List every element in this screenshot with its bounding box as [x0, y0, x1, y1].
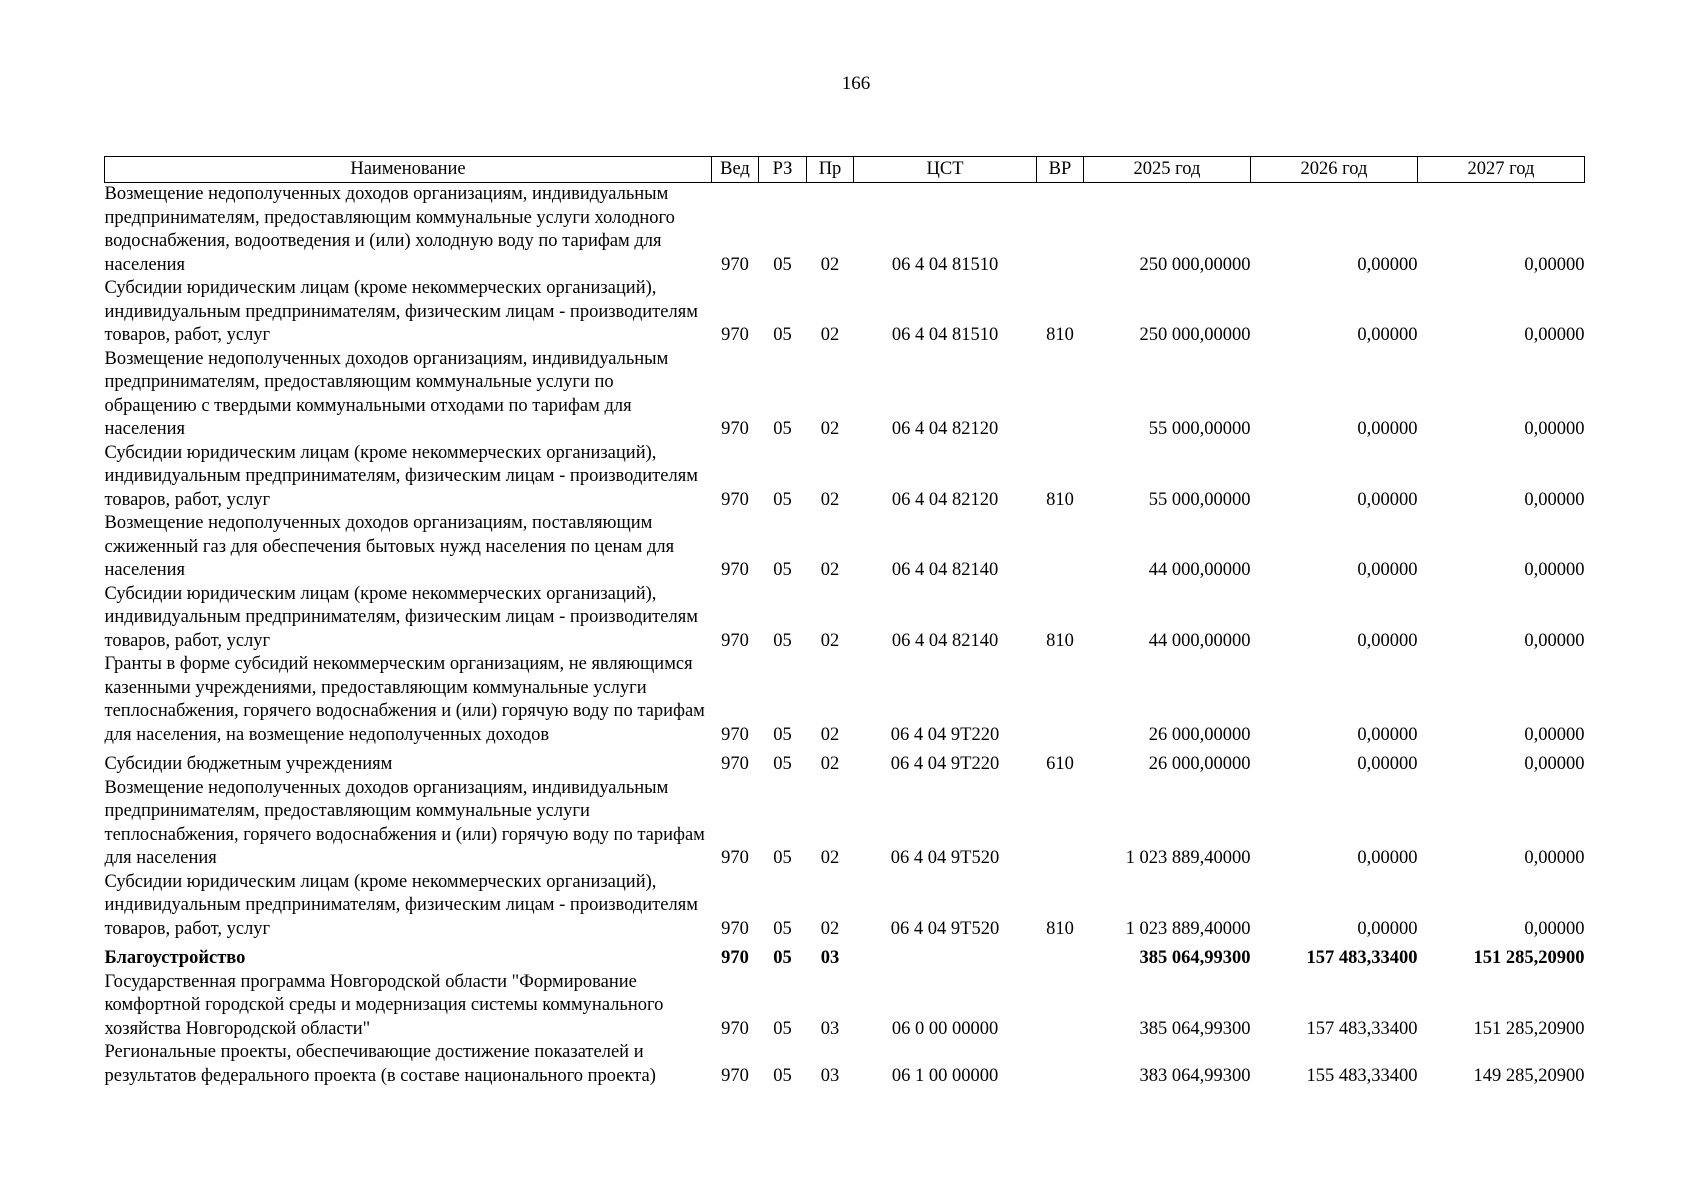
row-2027: 0,00000 — [1524, 848, 1585, 868]
row-rz: 05 — [773, 948, 792, 968]
row-rz: 05 — [773, 560, 792, 580]
row-name: Субсидии юридическим лицам (кроме некоммерческих организаций), индивидуальным предпринимателям, физическим лицам - производителям товаров, работ, услуг — [104, 278, 698, 345]
row-2026: 157 483,33400 — [1306, 1018, 1418, 1039]
row-2026: 0,00000 — [1357, 325, 1418, 345]
row-pr: 02 — [820, 489, 840, 510]
row-rz: 05 — [773, 918, 792, 939]
row-2025: 250 000,00000 — [1139, 325, 1251, 345]
header-name: Наименование — [105, 157, 712, 183]
row-rz: 05 — [773, 848, 792, 868]
row-pr: 03 — [820, 1018, 840, 1039]
row-rz: 05 — [773, 1065, 792, 1086]
row-2026: 0,00000 — [1357, 419, 1418, 439]
table-row-section-total — [105, 941, 1585, 971]
row-2025: 44 000,00000 — [1148, 560, 1251, 580]
header-2025: 2025 год — [1084, 157, 1251, 183]
row-ved: 970 — [721, 560, 749, 580]
row-ved: 970 — [721, 254, 749, 275]
row-2025: 385 064,99300 — [1139, 1018, 1251, 1039]
row-ved: 970 — [721, 918, 749, 939]
row-2027: 0,00000 — [1524, 325, 1585, 345]
row-rz: 05 — [773, 254, 792, 275]
row-name: Благоустройство — [104, 948, 246, 968]
row-2025: 55 000,00000 — [1148, 489, 1251, 510]
row-rz: 05 — [773, 419, 792, 439]
row-vr: 810 — [1046, 325, 1074, 345]
row-name: Возмещение недополученных доходов организациям, индивидуальным предпринимателям, предоставляющим коммунальные услуги теплоснабжения, горячего водоснабжения и (или) горячую воду по тарифам для населения — [104, 777, 705, 868]
budget-table — [104, 156, 1585, 1088]
row-cst: 06 4 04 82120 — [891, 489, 999, 510]
page-number: 166 — [841, 73, 871, 94]
row-2026: 155 483,33400 — [1306, 1065, 1418, 1086]
row-ved: 970 — [721, 489, 749, 510]
header-cst: ЦСТ — [854, 157, 1037, 183]
row-2026: 0,00000 — [1357, 754, 1418, 774]
row-rz: 05 — [773, 630, 792, 651]
header-pr: Пр — [807, 157, 854, 183]
table-row — [105, 1041, 1585, 1088]
row-2026: 0,00000 — [1357, 918, 1418, 939]
table-row — [105, 183, 1585, 278]
header-2026: 2026 год — [1251, 157, 1418, 183]
row-ved: 970 — [721, 1018, 749, 1039]
row-2025: 44 000,00000 — [1148, 630, 1251, 651]
row-ved: 970 — [721, 419, 749, 439]
row-vr: 810 — [1046, 630, 1074, 651]
row-name: Возмещение недополученных доходов организациям, поставляющим сжиженный газ для обеспечения бытовых нужд населения по ценам для населения — [104, 513, 675, 580]
row-ved: 970 — [721, 1065, 749, 1086]
row-2027: 0,00000 — [1524, 754, 1585, 774]
table-row — [105, 512, 1585, 583]
table-row — [105, 583, 1585, 654]
row-cst: 06 4 04 9Т520 — [890, 848, 1000, 868]
header-ved: Вед — [712, 157, 759, 183]
row-2027: 0,00000 — [1524, 560, 1585, 580]
row-2026: 0,00000 — [1357, 848, 1418, 868]
row-rz: 05 — [773, 754, 792, 774]
row-rz: 05 — [773, 489, 792, 510]
row-2027: 0,00000 — [1524, 419, 1585, 439]
row-cst: 06 4 04 9Т520 — [890, 918, 1000, 939]
row-vr: 610 — [1046, 754, 1074, 774]
table-row — [105, 277, 1585, 348]
row-vr — [1037, 512, 1084, 583]
row-pr: 02 — [820, 918, 840, 939]
table-row — [105, 442, 1585, 513]
row-2025: 26 000,00000 — [1148, 724, 1251, 745]
row-2027: 0,00000 — [1524, 724, 1585, 745]
row-cst: 06 4 04 9Т220 — [890, 724, 1000, 745]
row-cst: 06 1 00 00000 — [891, 1065, 999, 1086]
row-name: Государственная программа Новгородской области "Формирование комфортной городской среды и модернизация системы коммунального хозяйства Новгородской области" — [104, 971, 664, 1039]
row-ved: 970 — [721, 724, 749, 745]
row-ved: 970 — [721, 948, 749, 968]
table-row — [105, 871, 1585, 942]
row-ved: 970 — [721, 325, 749, 345]
row-ved: 970 — [721, 754, 749, 774]
row-cst: 06 4 04 9Т220 — [890, 754, 1000, 774]
row-vr — [1037, 183, 1084, 278]
row-vr — [1037, 777, 1084, 871]
table-body — [105, 183, 1585, 1089]
table-row — [105, 747, 1585, 777]
row-pr: 02 — [820, 630, 840, 651]
row-cst: 06 4 04 81510 — [891, 254, 999, 275]
row-name: Возмещение недополученных доходов организациям, индивидуальным предпринимателям, предоставляющим коммунальные услуги холодного водоснабжения, водоотведения и (или) холодную воду по тарифам для населения — [104, 184, 675, 275]
row-vr — [1037, 348, 1084, 442]
row-pr: 03 — [820, 1065, 840, 1086]
row-vr — [1037, 971, 1084, 1042]
row-name: Гранты в форме субсидий некоммерческим организациям, не являющимся казенными учреждениями, предоставляющим коммунальные услуги теплоснабжения, горячего водоснабжения и (или) горячую воду по тарифам для населения, на возмещение недополученных доходов — [104, 654, 705, 745]
row-2025: 26 000,00000 — [1148, 754, 1251, 774]
row-2027: 0,00000 — [1524, 918, 1585, 939]
row-rz: 05 — [773, 1018, 792, 1039]
header-rz: РЗ — [759, 157, 807, 183]
row-name: Возмещение недополученных доходов организациям, индивидуальным предпринимателям, предоставляющим коммунальные услуги по обращению с твердыми коммунальными отходами по тарифам для населения — [104, 348, 669, 439]
row-vr — [1037, 653, 1084, 747]
row-ved: 970 — [721, 630, 749, 651]
row-2026: 0,00000 — [1357, 489, 1418, 510]
row-rz: 05 — [773, 724, 792, 745]
row-name: Субсидии бюджетным учреждениям — [104, 754, 393, 774]
row-vr: 810 — [1046, 918, 1074, 939]
row-vr: 810 — [1046, 489, 1074, 510]
row-2027: 0,00000 — [1524, 630, 1585, 651]
row-pr: 03 — [820, 948, 840, 968]
table-row — [105, 971, 1585, 1042]
row-2026: 157 483,33400 — [1306, 948, 1418, 968]
row-2025: 383 064,99300 — [1139, 1065, 1251, 1086]
row-pr: 02 — [820, 724, 840, 745]
row-pr: 02 — [820, 325, 840, 345]
row-vr — [1037, 1041, 1084, 1088]
table-header-row — [105, 157, 1585, 183]
table-row — [105, 348, 1585, 442]
row-2026: 0,00000 — [1357, 254, 1418, 275]
row-cst — [854, 941, 1037, 971]
row-2026: 0,00000 — [1357, 724, 1418, 745]
row-cst: 06 4 04 82120 — [891, 419, 999, 439]
header-vr: ВР — [1037, 157, 1084, 183]
row-2025: 250 000,00000 — [1139, 254, 1251, 275]
row-pr: 02 — [820, 754, 840, 774]
row-cst: 06 4 04 82140 — [891, 560, 999, 580]
row-pr: 02 — [820, 560, 840, 580]
row-2025: 1 023 889,40000 — [1125, 918, 1251, 939]
row-pr: 02 — [820, 419, 840, 439]
row-2025: 55 000,00000 — [1148, 419, 1251, 439]
row-name: Субсидии юридическим лицам (кроме некоммерческих организаций), индивидуальным предпринимателям, физическим лицам - производителям товаров, работ, услуг — [104, 583, 698, 651]
row-rz: 05 — [773, 325, 792, 345]
row-2027: 0,00000 — [1524, 489, 1585, 510]
table-row — [105, 777, 1585, 871]
row-2027: 0,00000 — [1524, 254, 1585, 275]
row-name: Субсидии юридическим лицам (кроме некоммерческих организаций), индивидуальным предпринимателям, физическим лицам - производителям товаров, работ, услуг — [104, 871, 698, 939]
row-cst: 06 4 04 82140 — [891, 630, 999, 651]
header-2027: 2027 год — [1418, 157, 1585, 183]
row-2027: 149 285,20900 — [1473, 1065, 1585, 1086]
row-pr: 02 — [820, 848, 840, 868]
row-cst: 06 4 04 81510 — [891, 325, 999, 345]
row-2025: 1 023 889,40000 — [1125, 848, 1251, 868]
row-pr: 02 — [820, 254, 840, 275]
row-2026: 0,00000 — [1357, 560, 1418, 580]
row-2025: 385 064,99300 — [1139, 948, 1251, 968]
table-row — [105, 653, 1585, 747]
row-vr — [1037, 941, 1084, 971]
row-2026: 0,00000 — [1357, 630, 1418, 651]
row-2027: 151 285,20900 — [1473, 1018, 1585, 1039]
row-ved: 970 — [721, 848, 749, 868]
row-2027: 151 285,20900 — [1473, 948, 1585, 968]
row-cst: 06 0 00 00000 — [891, 1018, 999, 1039]
row-name: Субсидии юридическим лицам (кроме некоммерческих организаций), индивидуальным предпринимателям, физическим лицам - производителям товаров, работ, услуг — [104, 442, 698, 510]
row-name: Региональные проекты, обеспечивающие достижение показателей и результатов федерального проекта (в составе национального проекта) — [104, 1042, 656, 1086]
